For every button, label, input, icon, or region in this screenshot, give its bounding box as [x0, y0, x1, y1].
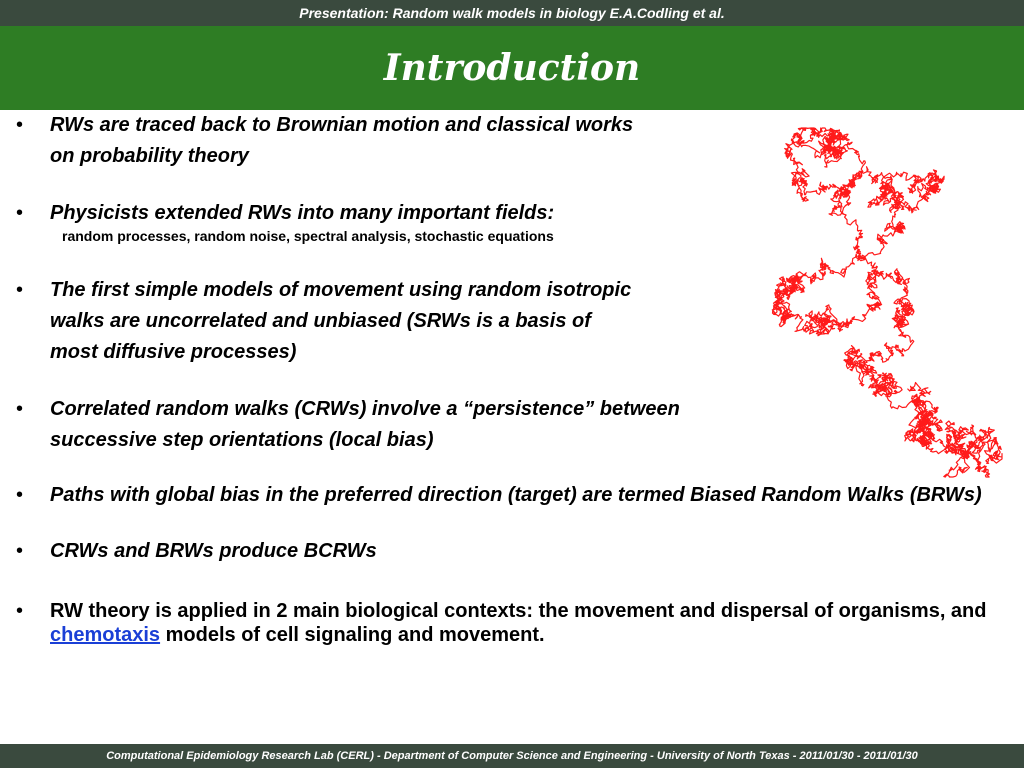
bullet-text-line: on probability theory — [50, 145, 249, 167]
bullet-symbol: • — [16, 202, 24, 224]
random-walk-figure — [760, 125, 1005, 480]
bullet-text-line: most diffusive processes) — [50, 341, 297, 363]
bullet-symbol: • — [16, 484, 24, 506]
slide-title: Introduction — [383, 47, 641, 89]
bullet-item — [14, 538, 1014, 564]
title-band — [0, 26, 1024, 110]
bullet-text-line: The first simple models of movement using random isotropic — [50, 279, 632, 301]
bullet-text-line: walks are uncorrelated and unbiased (SRWs is a basis of — [50, 310, 591, 332]
bullet-text-line: Correlated random walks (CRWs) involve a “persistence” between — [50, 398, 680, 420]
bullet-text: models of cell signaling and movement. — [160, 624, 545, 646]
chemotaxis-link[interactable]: chemotaxis — [50, 624, 161, 646]
presentation-header: Presentation: Random walk models in biology E.A.Codling et al. — [0, 0, 1024, 26]
bullet-text-line: Physicists extended RWs into many important fields: — [50, 202, 555, 224]
bullet-text: Paths with global bias in the preferred direction (target) are termed Biased Random Walks (BRWs) — [50, 484, 982, 506]
bullet-text-line: successive step orientations (local bias) — [50, 429, 434, 451]
bullet-symbol: • — [16, 398, 24, 420]
bullet-item — [14, 484, 1014, 507]
bullet-text: CRWs and BRWs produce BCRWs — [50, 540, 377, 562]
bullet-symbol: • — [16, 279, 24, 301]
bullet-text-line: RWs are traced back to Brownian motion and classical works — [50, 114, 634, 136]
bullet-symbol: • — [16, 600, 24, 622]
bullet-item — [14, 599, 1014, 647]
bullet-text: RW theory is applied in 2 main biological contexts: the movement and dispersal of organisms, and — [50, 600, 987, 622]
bullet-subtext: random processes, random noise, spectral analysis, stochastic equations — [62, 228, 554, 244]
footer: Computational Epidemiology Research Lab (CERL) - Department of Computer Science and Engineering - University of North Texas - 2011/01/30 - 2011/01/30 — [0, 744, 1024, 768]
bullet-symbol: • — [16, 114, 24, 136]
bullet-symbol: • — [16, 540, 24, 562]
random-walk-path — [772, 128, 1002, 477]
